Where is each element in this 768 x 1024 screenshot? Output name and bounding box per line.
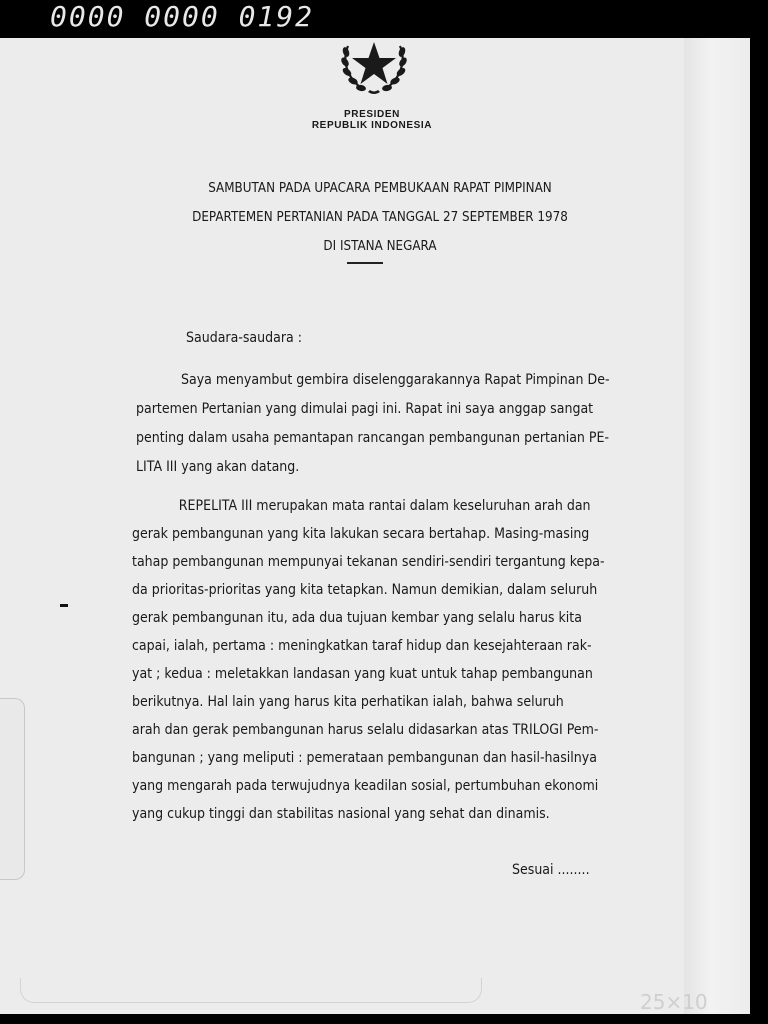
paragraph-2-line: da prioritas-prioritas yang kita tetapkan. Namun demikian, dalam seluruh: [132, 582, 598, 598]
paragraph-1: [136, 372, 640, 482]
paragraph-2-line: REPELITA III merupakan mata rantai dalam keseluruhan arah dan: [178, 498, 591, 514]
paragraph-1-line: LITA III yang akan datang.: [136, 459, 300, 475]
paragraph-2-line: bangunan ; yang meliputi : pemerataan pembangunan dan hasil-hasilnya: [132, 750, 597, 766]
paragraph-2-line: arah dan gerak pembangunan harus selalu didasarkan atas TRILOGI Pem-: [132, 722, 599, 738]
paragraph-2-line: gerak pembangunan yang kita lakukan secara bertahap. Masing-masing: [132, 526, 590, 542]
salutation: Saudara-saudara :: [186, 330, 303, 346]
page-binding-tab: [0, 698, 25, 880]
paragraph-2-line: berikutnya. Hal lain yang harus kita perhatikan ialah, bahwa seluruh: [132, 694, 564, 710]
margin-dash-mark: [60, 604, 68, 607]
presidential-emblem-icon: [334, 38, 414, 98]
document-title: [141, 174, 619, 261]
page-curl-edge: [20, 978, 482, 1003]
paragraph-2: [132, 498, 636, 838]
paragraph-1-line: penting dalam usaha pemantapan rancangan pembangunan pertanian PE-: [136, 430, 610, 446]
paragraph-2-line: gerak pembangunan itu, ada dua tujuan kembar yang selalu harus kita: [132, 610, 582, 626]
paragraph-2-line: yang cukup tinggi dan stabilitas nasional yang sehat dan dinamis.: [132, 806, 550, 822]
document-page: [0, 38, 750, 1014]
margin-mark: 25×10: [640, 990, 708, 1014]
title-line3: DI ISTANA NEGARA: [323, 239, 437, 254]
title-line2: DEPARTEMEN PERTANIAN PADA TANGGAL 27 SEPTEMBER 1978: [192, 210, 568, 225]
paragraph-1-line: partemen Pertanian yang dimulai pagi ini. Rapat ini saya anggap sangat: [136, 401, 594, 417]
title-underline: [347, 262, 383, 264]
continuation-catchword: Sesuai ........: [512, 862, 590, 878]
letterhead: [272, 109, 472, 131]
paragraph-2-line: tahap pembangunan mempunyai tekanan sendiri-sendiri tergantung kepa-: [132, 554, 605, 570]
letterhead-line1: PRESIDEN: [344, 109, 400, 120]
page-edge-strip: [684, 38, 750, 1014]
paragraph-2-line: yang mengarah pada terwujudnya keadilan sosial, pertumbuhan ekonomi: [132, 778, 599, 794]
letterhead-line2: REPUBLIK INDONESIA: [311, 120, 433, 131]
paragraph-2-line: capai, ialah, pertama : meningkatkan taraf hidup dan kesejahteraan rak-: [132, 638, 592, 654]
paragraph-2-line: yat ; kedua : meletakkan landasan yang kuat untuk tahap pembangunan: [132, 666, 593, 682]
paragraph-1-line: Saya menyambut gembira diselenggarakannya Rapat Pimpinan De-: [181, 372, 610, 388]
title-line1: SAMBUTAN PADA UPACARA PEMBUKAAN RAPAT PIMPINAN: [208, 181, 552, 196]
film-frame-number: 0000 0000 0192: [50, 0, 315, 33]
